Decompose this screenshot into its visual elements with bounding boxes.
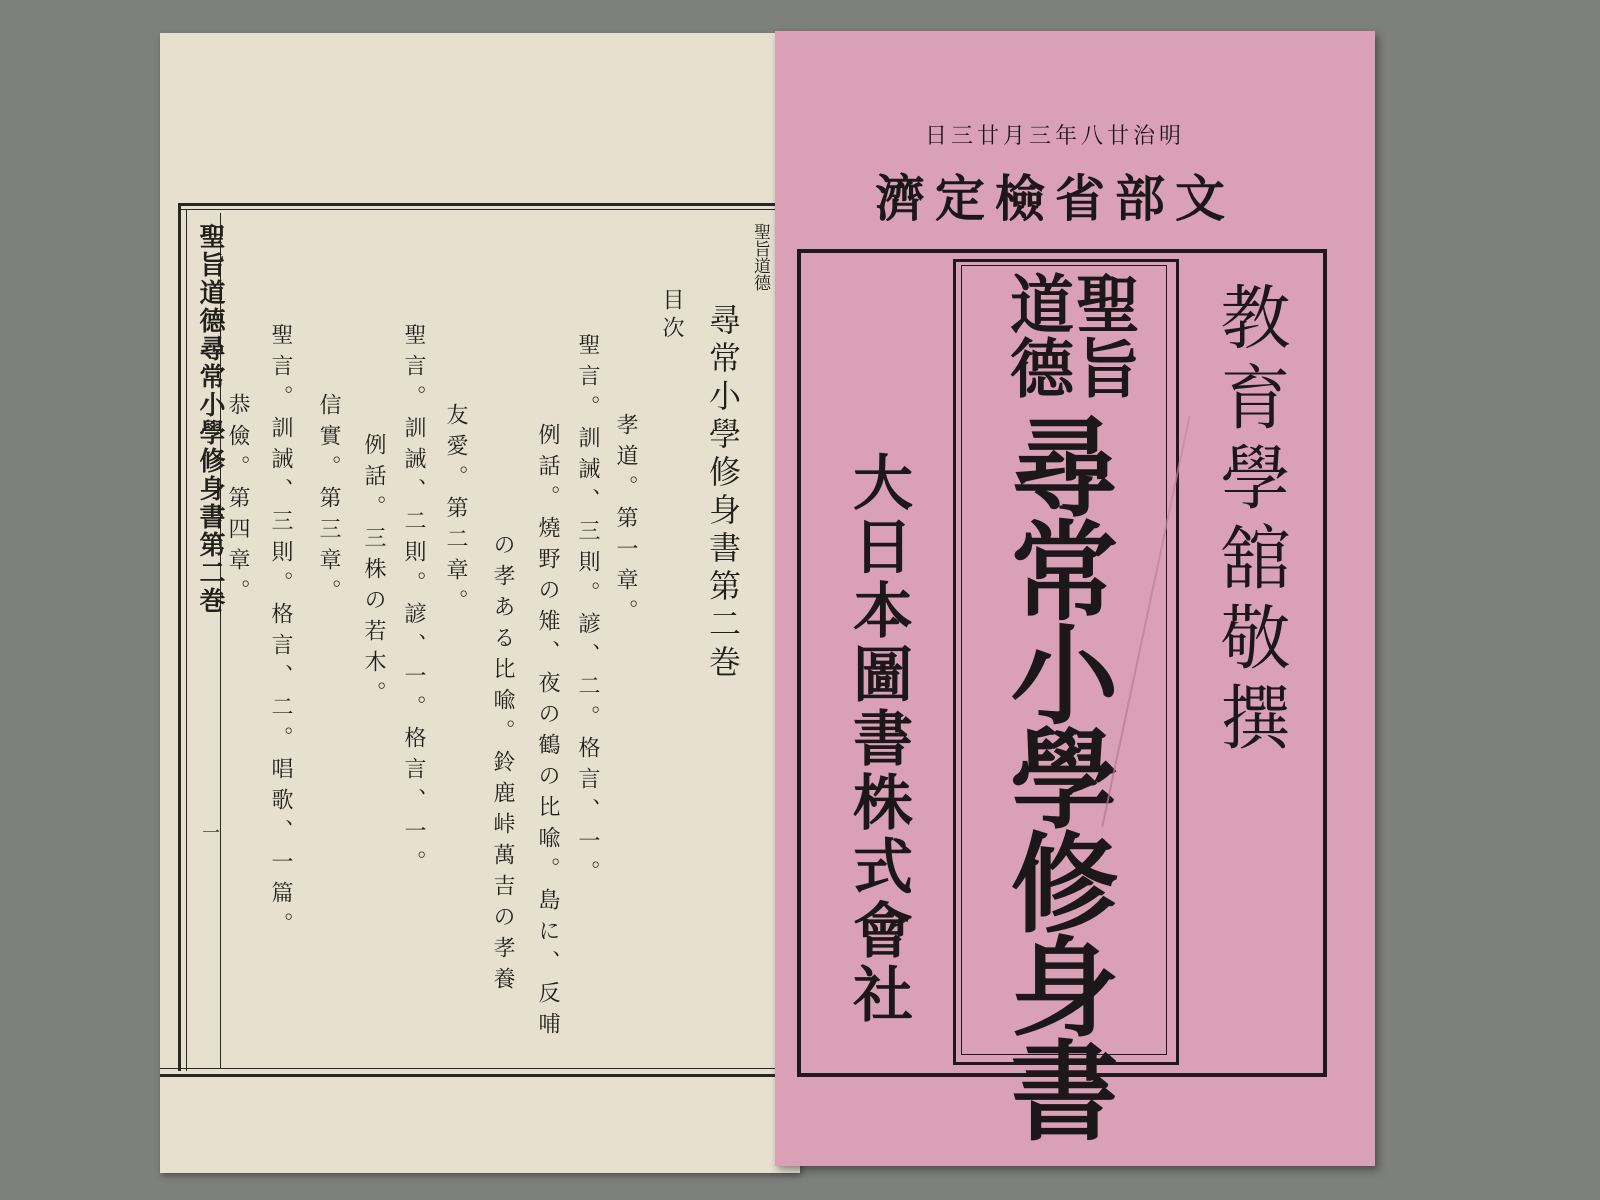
toc-column-8: 信實。第三章。 <box>316 393 341 610</box>
series-prefix: 聖旨道德 <box>750 223 770 291</box>
frame-top-rule <box>180 203 800 206</box>
left-page <box>160 33 800 1173</box>
approval-date: 明治廿八年三月廿三日 <box>924 124 1185 149</box>
book <box>150 25 1390 1175</box>
cover-title: 尋常小學修身書 <box>992 411 1118 1139</box>
toc-column-2: 聖言。訓誡、三則。諺、二。格言、一。 <box>575 333 600 891</box>
publisher: 大日本圖書株式會社 <box>843 451 913 1027</box>
toc-column-5: 友愛。第二章。 <box>443 403 468 620</box>
toc-column-10: 恭儉。第四章。 <box>225 393 250 610</box>
frame-bottom-rule-thin <box>160 1068 800 1069</box>
page-number: 一 <box>199 823 220 841</box>
approval-text: 文部省檢定濟 <box>875 169 1235 228</box>
author: 教育學舘敬撰 <box>1209 281 1291 761</box>
toc-column-6: 聖言。訓誡、二則。諺、一。格言、一。 <box>401 323 426 881</box>
toc-column-4: の孝ある比喩。鈴鹿峠萬吉の孝養 <box>490 533 515 998</box>
toc-column-9: 聖言。訓誡、三則。格言、二。唱歌、一篇。 <box>268 323 293 943</box>
book-title: 尋常小學修身書第二巻 <box>704 303 742 683</box>
toc-column-7: 例話。三株の若木。 <box>361 433 386 712</box>
frame-top-rule-thin <box>180 209 800 210</box>
toc-heading: 目次 <box>659 288 684 344</box>
title-prefix: 聖旨道德 <box>999 271 1140 399</box>
frame-bottom-rule <box>160 1074 800 1077</box>
spine-label: 聖旨道德尋常小學修身書第二巻 <box>195 223 225 615</box>
frame-left-rule <box>178 203 181 1071</box>
toc-column-3: 例話。燒野の雉、夜の鶴の比喩。島に、反哺 <box>535 423 560 1043</box>
frame-left-rule-thin <box>186 209 187 1071</box>
cover-page <box>775 31 1375 1166</box>
toc-column-1: 孝道。第一章。 <box>613 413 638 630</box>
